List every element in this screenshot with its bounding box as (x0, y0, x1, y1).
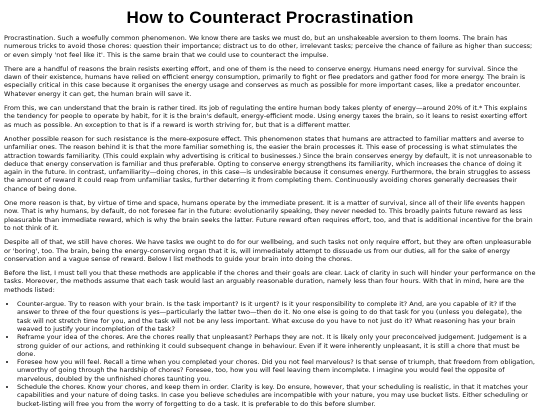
list-item: • Schedule the chores. Know your chores, and keep them in order. Clarity is key. Do ensure, however, that your scheduling is realistic, in that it matches your capabilities and your nature of doing tasks. In case you believe schedules are incompatible with your nature, you may use bucket lists. Either scheduling or bucket-listing will free you from the worry of forgetting to do a task. It is preferable to do this before slumber. (17, 383, 536, 408)
paragraph-intro: Procrastination. Such a woefully common phenomenon. We know there are tasks we must do, but an unshakeable aversion to them looms. The brain has numerous tricks to avoid those chores: question their importance; distract us to do other, irrelevant tasks; perceive the chance of failure as higher than success; or even simply 'not feel like it'. This is the same brain that we could use to counteract the impulse. (4, 34, 533, 59)
methods-list (4, 300, 536, 408)
paragraph-chores: Despite all of that, we still have chores. We have tasks we ought to do for our wellbeing, and such tasks not only require effort, but they are often unpleasurable or 'boring', too. The brain, being the energy-conserving organ that it is, will immediately attempt to dissuade us from our duties, all for the sake of energy conservation and a vague sense of reward. Below I list methods to guide your brain into doing the chores. (4, 238, 532, 263)
paragraph-before-list: Before the list, I must tell you that these methods are applicable if the chores and their goals are clear. Lack of clarity in such will hinder your performance on the tasks. Moreover, the methods assume that each task would last an arguably reasonable duration, namely less than four hours. With that in mind, here are the methods listed: (4, 269, 536, 294)
list-item: • Foresee how you will feel. Recall a time when you completed your chores. Did you not feel marvelous? Is that sense of triumph, that freedom from obligation, unworthy of going through the hardship of chores? Foresee, too, how you will feel leaving them incomplete. I imagine you would feel the opposite of marvelous, doubled by the unfinished chores taunting you. (17, 358, 536, 383)
paragraph-energy: There are a handful of reasons the brain resists exerting effort, and one of them is the need to conserve energy. Humans need energy for survival. Since the dawn of their existence, humans have relied on efficient energy consumption, primarily to fight or flee predators and gather food for more energy. The brain is especially critical in this case because it organises the energy usage and conserves as much as possible for more important cases, like a predator encounter. Whatever energy it can get, the human brain will save it. (4, 64, 526, 98)
paragraph-tired-brain: From this, we can understand that the brain is rather tired. Its job of regulating the entire human body takes plenty of energy—around 20% of it.* This explains the tendency for people to operate by habit, for it is the brain's default, energy-efficient mode. Using energy taxes the brain, so it leans to resist exerting effort as much as possible. An exception to that is if a reward is worth striving for, but that is a different matter. (4, 104, 528, 129)
list-item: • Counter-argue. Try to reason with your brain. Is the task important? Is it urgent? Is it your responsibility to complete it? And, are you capable of it? If the answer to three of the four questions is yes—particularly the latter two—then do it. No one else is going to do that task for you (unless you delegate), the task will not stretch time for you, and the task will not be any less important. What excuse do you have to not just do it? What reasoning has your brain weaved to justify your incompletion of the task? (17, 300, 536, 333)
list-item: • Reframe your idea of the chores. Are the chores really that unpleasant? Perhaps they are not. It is likely only your preconceived judgement. Judgement is a strong guider of our actions, and rethinking it could subsequent change in behaviour. Even if it were inherently unpleasant, it is still a chore that must be done. (17, 333, 536, 358)
paragraph-mere-exposure: Another possible reason for such resistance is the mere-exposure effect. This phenomenon states that humans are attracted to familiar matters and averse to unfamiliar ones. The reason behind it is that the more familiar something is, the easier the brain processes it. This ease of processing is what stimulates the attraction towards familiarity. (This could explain why advertising is critical to businesses.) Since the brain conserves energy by default, it is not unreasonable to deduce that energy conservation is familiar and thus preferable. Opting to conserve energy strengthens its familiarity, which increases the chance of doing it again in the future. In contrast, unfamiliarity—doing chores, in this case—is undesirable because it consumes energy. Furthermore, the brain struggles to assess the amount of reward it could reap from unfamiliar tasks, further deterring it from completing them. Continuously avoiding chores generally decreases their chance of being done. (4, 134, 532, 193)
paragraph-immediate-present: One more reason is that, by virtue of time and space, humans operate by the immediate present. It is a matter of survival, since all of their life events happen now. That is why humans, by default, do not foresee far in the future: evolutionarily speaking, they never needed to. This broadly paints future reward as less pleasurable than immediate reward, which is why the brain seeks the latter. Future reward often requires effort, too, and that is additional incentive for the brain to not think of it. (4, 199, 533, 232)
page-title: How to Counteract Procrastination (126, 8, 414, 27)
